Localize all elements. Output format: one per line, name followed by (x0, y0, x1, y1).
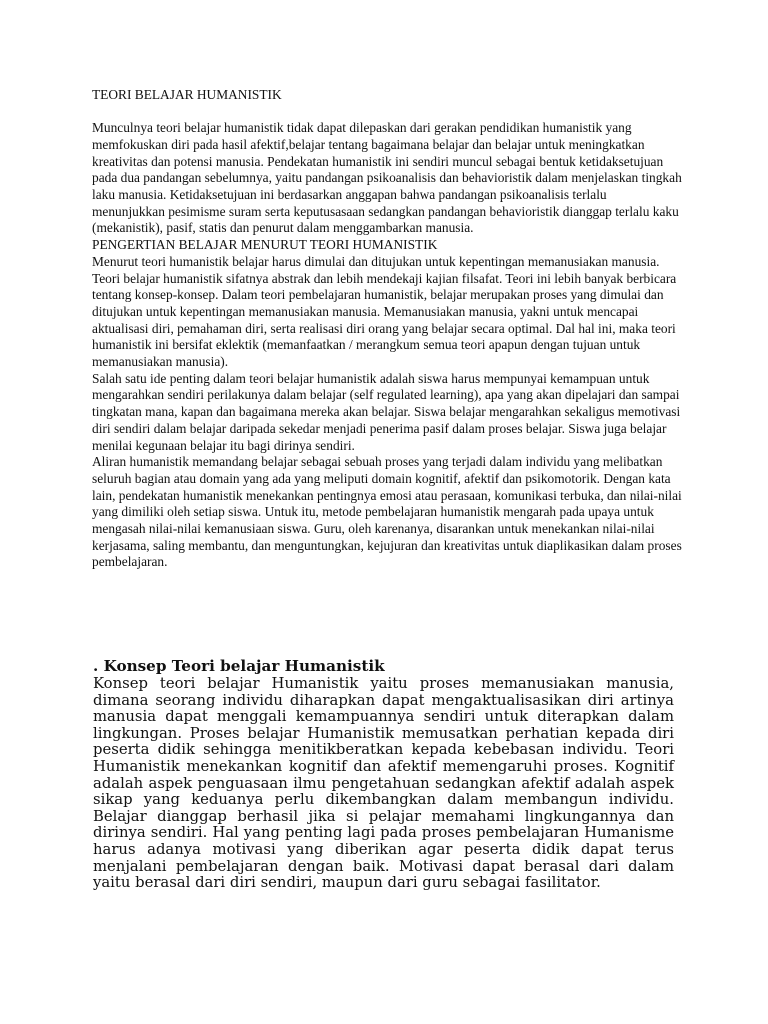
concept-paragraph: Konsep teori belajar Humanistik yaitu proses memanusiakan manusia, dimana seorang individu diharapkan dapat mengaktualisasikan diri artinya manusia dapat menggali kemampuannya sendiri untuk diterapkan dalam lingkungan. Proses belajar Humanistik memusatkan perhatian kepada diri peserta didik sehingga menitikberatkan kepada kebebasan individu. Teori Humanistik menekankan kognitif dan afektif memengaruhi proses. Kognitif adalah aspek penguasaan ilmu pengetahuan sedangkan afektif adalah aspek sikap yang keduanya perlu dikembangkan dalam membangun individu. Belajar dianggap berhasil jika si pelajar memahami lingkungannya dan dirinya sendiri. Hal yang penting lagi pada proses pembelajaran Humanisme harus adanya motivasi yang diberikan agar peserta didik dapat terus menjalani pembelajaran dengan baik. Motivasi dapat berasal dari dalam yaitu berasal dari diri sendiri, maupun dari guru sebagai fasilitator. (93, 675, 674, 892)
intro-paragraph: Munculnya teori belajar humanistik tidak dapat dilepaskan dari gerakan pendidikan humanistik yang memfokuskan diri pada hasil afektif,belajar tentang bagaimana belajar dan belajar untuk meningkatkan kreativitas dan potensi manusia. Pendekatan humanistik ini sendiri muncul sebagai bentuk ketidaksetujuan pada dua pandangan sebelumnya, yaitu pandangan psikoanalisis dan behavioristik dalam menjelaskan tingkah laku manusia. Ketidaksetujuan ini berdasarkan anggapan bahwa pandangan psikoanalisis terlalu menunjukkan pesimisme suram serta keputusasaan sedangkan pandangan behavioristik dianggap terlalu kaku (mekanistik), pasif, statis dan penurut dalam menggambarkan manusia. (92, 120, 682, 236)
definition-paragraph-2: Salah satu ide penting dalam teori belajar humanistik adalah siswa harus mempunyai kemampuan untuk mengarahkan sendiri perilakunya dalam belajar (self regulated learning), apa yang akan dipelajari dan sampai tingkatan mana, kapan dan bagaimana mereka akan belajar. Siswa belajar mengarahkan sekaligus memotivasi diri sendiri dalam belajar daripada sekedar menjadi penerima pasif dalam proses belajar. Siswa juga belajar menilai kegunaan belajar itu bagi dirinya sendiri. (92, 370, 681, 453)
definition-paragraph-3: Aliran humanistik memandang belajar sebagai sebuah proses yang terjadi dalam individu yang melibatkan seluruh bagian atau domain yang ada yang meliputi domain kognitif, afektif dan psikomotorik. Dengan kata lain, pendekatan humanistik menekankan pentingnya emosi atau perasaan, komunikasi terbuka, dan nilai-nilai yang dimiliki oleh setiap siswa. Untuk itu, metode pembelajaran humanistik mengarah pada upaya untuk mengasah nilai-nilai kemanusiaan siswa. Guru, oleh karenanya, disarankan untuk menekankan nilai-nilai kerjasama, saling membantu, dan menguntungkan, kejujuran dan kreativitas untuk diaplikasikan dalam proses pembelajaran. (92, 454, 682, 570)
definition-heading: PENGERTIAN BELAJAR MENURUT TEORI HUMANISTIK (92, 237, 438, 253)
definition-paragraph-1: Menurut teori humanistik belajar harus dimulai dan ditujukan untuk kepentingan memanusiakan manusia. Teori belajar humanistik sifatnya abstrak dan lebih mendekaji kajian filsafat. Teori ini lebih banyak berbicara tentang konsep-konsep. Dalam teori pembelajaran humanistik, belajar merupakan proses yang dimulai dan ditujukan untuk kepentingan memanusiakan manusia. Memanusiakan manusia, yakni untuk mencapai aktualisasi diri, pemahaman diri, serta realisasi diri orang yang belajar secara optimal. Dal hal ini, maka teori humanistik ini bersifat eklektik (memanfaatkan / merangkum semua teori apapun dengan tujuan untuk memanusiakan manusia). (92, 253, 677, 370)
concept-heading: . Konsep Teori belajar Humanistik (93, 657, 385, 675)
section-concept (93, 658, 674, 892)
document-title: TEORI BELAJAR HUMANISTIK (92, 87, 282, 102)
section-theory-intro (92, 87, 682, 571)
